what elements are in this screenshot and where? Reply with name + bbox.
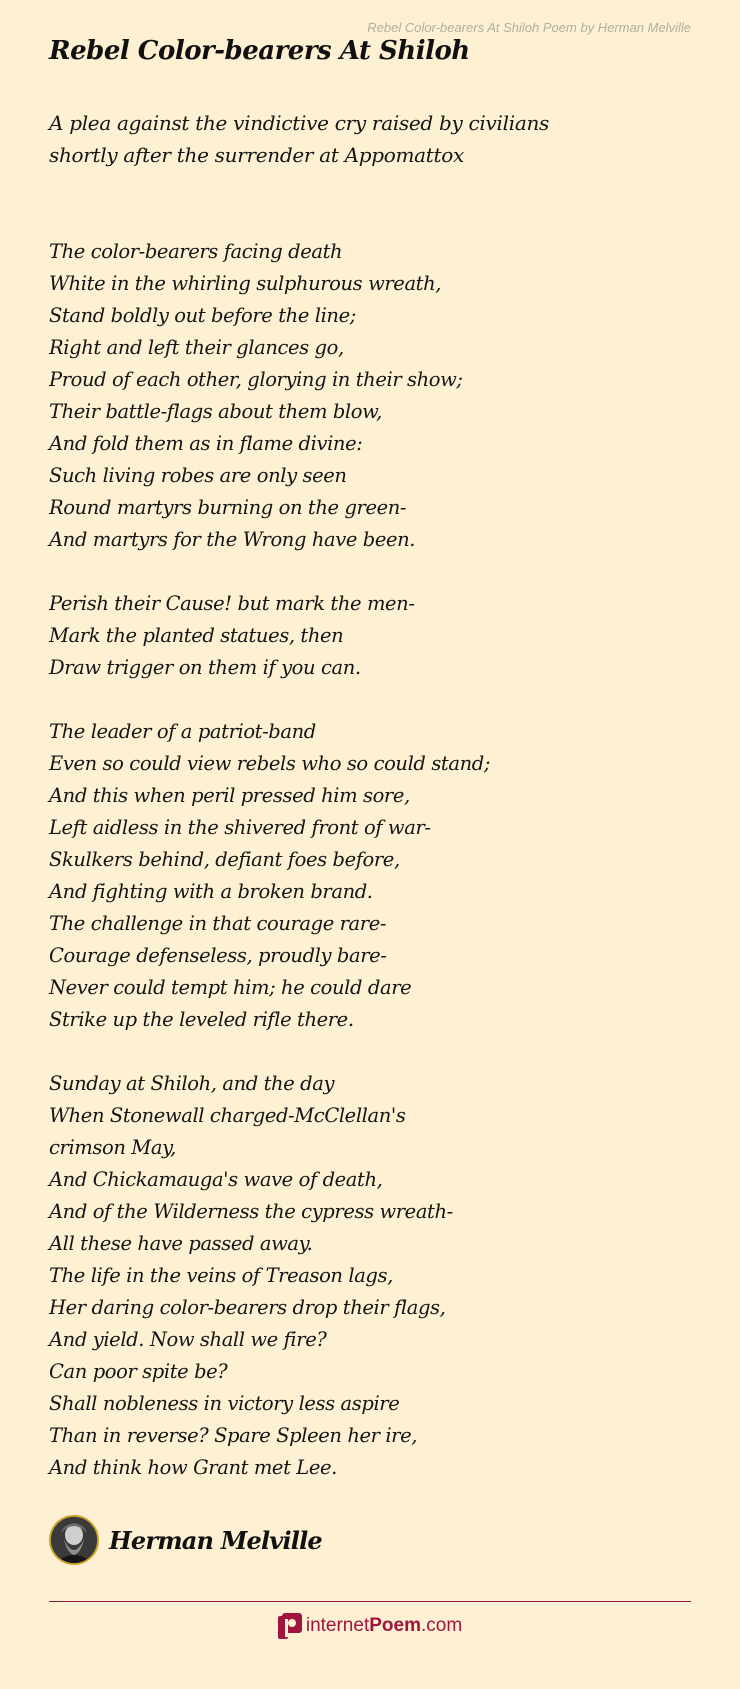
poem-stanza	[49, 716, 689, 1036]
poem-line: Right and left their glances go,	[49, 336, 344, 359]
poem-line: Skulkers behind, defiant foes before,	[49, 848, 400, 871]
poem-line: Mark the planted statues, then	[49, 624, 344, 647]
poem-line: And fold them as in flame divine:	[49, 432, 363, 455]
site-name-main: Poem	[369, 1615, 421, 1636]
subtitle-line: A plea against the vindictive cry raised by civilians	[49, 111, 549, 135]
poem-line: Sunday at Shiloh, and the day	[49, 1072, 335, 1095]
poem-line: The color-bearers facing death	[49, 240, 343, 263]
poem-line: White in the whirling sulphurous wreath,	[49, 272, 442, 295]
poem-line: Even so could view rebels who so could stand;	[49, 752, 490, 775]
poem-line: Courage defenseless, proudly bare-	[49, 944, 387, 967]
poem-subtitle	[49, 107, 689, 171]
poem-line: Shall nobleness in victory less aspire	[49, 1392, 400, 1415]
author-portrait-icon[interactable]	[49, 1515, 99, 1565]
poem-stanza	[49, 588, 689, 684]
poem-line: And fighting with a broken brand.	[49, 880, 373, 903]
author-name[interactable]: Herman Melville	[109, 1525, 322, 1555]
poem-line: Strike up the leveled rifle there.	[49, 1008, 354, 1031]
page-caption: Rebel Color-bearers At Shiloh Poem by Herman Melville	[367, 20, 691, 35]
poem-line: And think how Grant met Lee.	[49, 1456, 337, 1479]
poem-stanza	[49, 236, 689, 556]
poem-line: And martyrs for the Wrong have been.	[49, 528, 416, 551]
poem-line: The challenge in that courage rare-	[49, 912, 387, 935]
poem-line: When Stonewall charged-McClellan's	[49, 1104, 406, 1127]
author-block[interactable]	[49, 1515, 322, 1565]
poem-line: Left aidless in the shivered front of war-	[49, 816, 431, 839]
poem-line: The leader of a patriot-band	[49, 720, 316, 743]
subtitle-line: shortly after the surrender at Appomattox	[49, 143, 464, 167]
poem-line: And of the Wilderness the cypress wreath-	[49, 1200, 453, 1223]
poem-line: Proud of each other, glorying in their show;	[49, 368, 463, 391]
poem-line: Round martyrs burning on the green-	[49, 496, 407, 519]
internetpoem-logo-icon	[278, 1613, 302, 1639]
poem-line: Draw trigger on them if you can.	[49, 656, 361, 679]
poem-line: And yield. Now shall we fire?	[49, 1328, 327, 1351]
poem-line: Perish their Cause! but mark the men-	[49, 592, 415, 615]
site-name[interactable]	[306, 1615, 462, 1637]
site-name-prefix: internet	[305, 1615, 370, 1636]
poem-line: Than in reverse? Spare Spleen her ire,	[49, 1424, 418, 1447]
site-name-suffix: .com	[420, 1615, 463, 1636]
poem-line: The life in the veins of Treason lags,	[49, 1264, 393, 1287]
poem-line: Their battle-flags about them blow,	[49, 400, 382, 423]
poem-body	[49, 236, 689, 1516]
footer-divider	[49, 1601, 691, 1602]
poem-line: Stand boldly out before the line;	[49, 304, 356, 327]
poem-line: Never could tempt him; he could dare	[49, 976, 412, 999]
poem-line: crimson May,	[49, 1136, 176, 1159]
poem-line: Can poor spite be?	[49, 1360, 228, 1383]
site-logo[interactable]	[0, 1613, 740, 1639]
poem-stanza	[49, 1068, 689, 1484]
poem-title: Rebel Color-bearers At Shiloh	[49, 36, 470, 66]
poem-line: And Chickamauga's wave of death,	[49, 1168, 383, 1191]
poem-line: And this when peril pressed him sore,	[49, 784, 410, 807]
poem-line: All these have passed away.	[49, 1232, 313, 1255]
poem-line: Such living robes are only seen	[49, 464, 347, 487]
poem-line: Her daring color-bearers drop their flags,	[49, 1296, 446, 1319]
